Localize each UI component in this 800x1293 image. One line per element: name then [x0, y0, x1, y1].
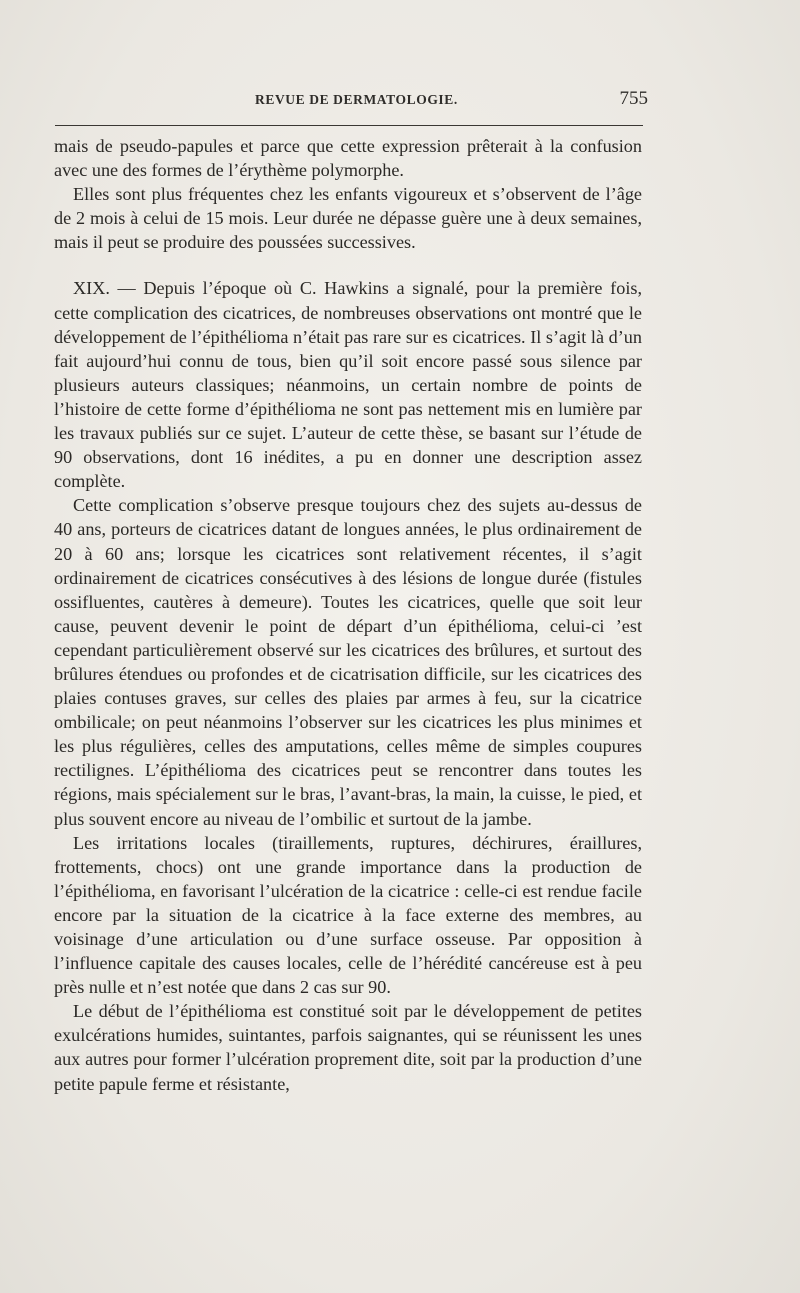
- paragraph-6: Le début de l’épithélioma est constitué soit par le développement de petites exulcérations humides, suintantes, parfois saignantes, qui se réunissent les unes aux autres pour former l’ulcération proprement dite, soit par la production d’une petite papule ferme et résistante,: [54, 1001, 642, 1094]
- header-rule: [55, 125, 643, 126]
- page-number: 755: [619, 88, 648, 109]
- paragraph-2: Elles sont plus fréquentes chez les enfants vigoureux et s’observent de l’âge de 2 mois à celui de 15 mois. Leur durée ne dépasse guère une à deux semaines, mais il peut se produire des poussées successives.: [54, 184, 642, 253]
- paragraph-1: mais de pseudo-papules et parce que cette expression prêterait à la confusion avec une des formes de l’érythème polymorphe.: [54, 136, 642, 181]
- running-head: [55, 88, 650, 112]
- paragraph-5: Les irritations locales (tiraillements, ruptures, déchirures, éraillures, frottements, chocs) ont une grande importance dans la production de l’épithélioma, en favorisant l’ulcération de la cicatrice : celle-ci est rendue facile encore par la situation de la cicatrice à la face externe des membres, au voisinage d’une articulation ou d’une surface osseuse. Par opposition à l’influence capitale des causes locales, celle de l’hérédité cancéreuse est à peu près nulle et n’est notée que dans 2 cas sur 90.: [54, 832, 642, 998]
- running-title: REVUE DE DERMATOLOGIE.: [255, 92, 458, 107]
- paragraph-section-xix: XIX. — Depuis l’époque où C. Hawkins a signalé, pour la première fois, cette complication des cicatrices, de nombreuses observations ont montré que le développement de l’épithélioma n’était pas rare sur es cicatrices. Il s’agit là d’un fait aujourd’hui connu de tous, bien qu’il soit encore passé sous silence par plusieurs auteurs classiques; néanmoins, un certain nombre de points de l’histoire de cette forme d’épithélioma ne sont pas nettement mis en lumière par les travaux publiés sur ce sujet. L’auteur de cette thèse, se basant sur l’étude de 90 observations, dont 16 inédites, a pu en donner une description assez complète.: [54, 278, 642, 492]
- paragraph-4: Cette complication s’observe presque toujours chez des sujets au-dessus de 40 ans, porteurs de cicatrices datant de longues années, le plus ordinairement de 20 à 60 ans; lorsque les cicatrices sont relativement récentes, il s’agit ordinairement de cicatrices consécutives à des lésions de longue durée (fistules ossifluentes, cautères à demeure). Toutes les cicatrices, quelle que soit leur cause, peuvent devenir le point de départ d’un épithélioma, celui-ci ’est cependant particulièrement observé sur les cicatrices des brûlures, et surtout des brûlures étendues ou profondes et de cicatrisation difficile, sur les cicatrices des plaies contuses graves, sur celles des plaies par armes à feu, sur la cicatrice ombilicale; on peut néanmoins l’observer sur les cicatrices les plus minimes et les plus régulières, celles des amputations, celles même de simples coupures rectilignes. L’épithélioma des cicatrices peut se rencontrer dans toutes les régions, mais spécialement sur le bras, l’avant-bras, la main, la cuisse, le pied, et plus souvent encore au niveau de l’ombilic et surtout de la jambe.: [54, 495, 642, 829]
- body-text: [54, 134, 642, 1096]
